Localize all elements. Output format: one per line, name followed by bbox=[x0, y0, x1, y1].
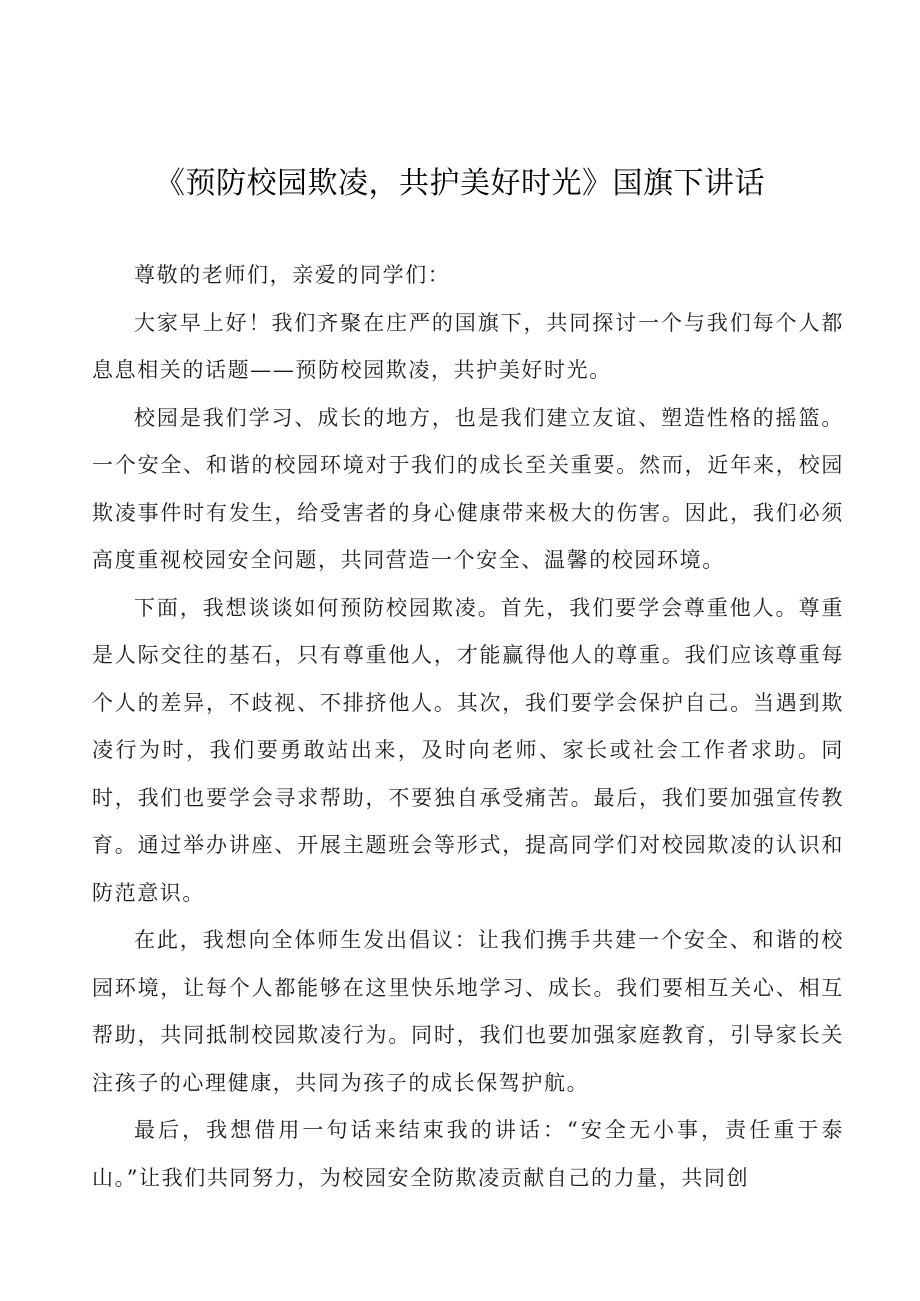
salutation-paragraph: 尊敬的老师们，亲爱的同学们： bbox=[134, 263, 451, 287]
body-paragraph: 校园是我们学习、成长的地方，也是我们建立友谊、塑造性格的摇篮。一个安全、和谐的校园环境对于我们的成长至关重要。然而，近年来，校园欺凌事件时有发生，给受害者的身心健康带来极大的伤害。因此，我们必须高度重视校园安全问题，共同营造一个安全、温馨的校园环境。 bbox=[92, 405, 844, 572]
body-paragraph: 大家早上好！我们齐聚在庄严的国旗下，共同探讨一个与我们每个人都息息相关的话题——预防校园欺凌，共护美好时光。 bbox=[92, 310, 844, 382]
document-body bbox=[92, 252, 844, 1202]
document-title: 《预防校园欺凌，共护美好时光》国旗下讲话 bbox=[155, 166, 765, 201]
body-paragraph: 在此，我想向全体师生发出倡议：让我们携手共建一个安全、和谐的校园环境，让每个人都能够在这里快乐地学习、成长。我们要相互关心、相互帮助，共同抵制校园欺凌行为。同时，我们也要加强家庭教育，引导家长关注孩子的心理健康，共同为孩子的成长保驾护航。 bbox=[92, 928, 844, 1095]
body-paragraph: 下面，我想谈谈如何预防校园欺凌。首先，我们要学会尊重他人。尊重是人际交往的基石，只有尊重他人，才能赢得他人的尊重。我们应该尊重每个人的差异，不歧视、不排挤他人。其次，我们要学会保护自己。当遇到欺凌行为时，我们要勇敢站出来，及时向老师、家长或社会工作者求助。同时，我们也要学会寻求帮助，不要独自承受痛苦。最后，我们要加强宣传教育。通过举办讲座、开展主题班会等形式，提高同学们对校园欺凌的认识和防范意识。 bbox=[92, 595, 844, 905]
body-paragraph: 最后，我想借用一句话来结束我的讲话：“安全无小事，责任重于泰山。”让我们共同努力，为校园安全防欺凌贡献自己的力量，共同创 bbox=[92, 1118, 844, 1190]
